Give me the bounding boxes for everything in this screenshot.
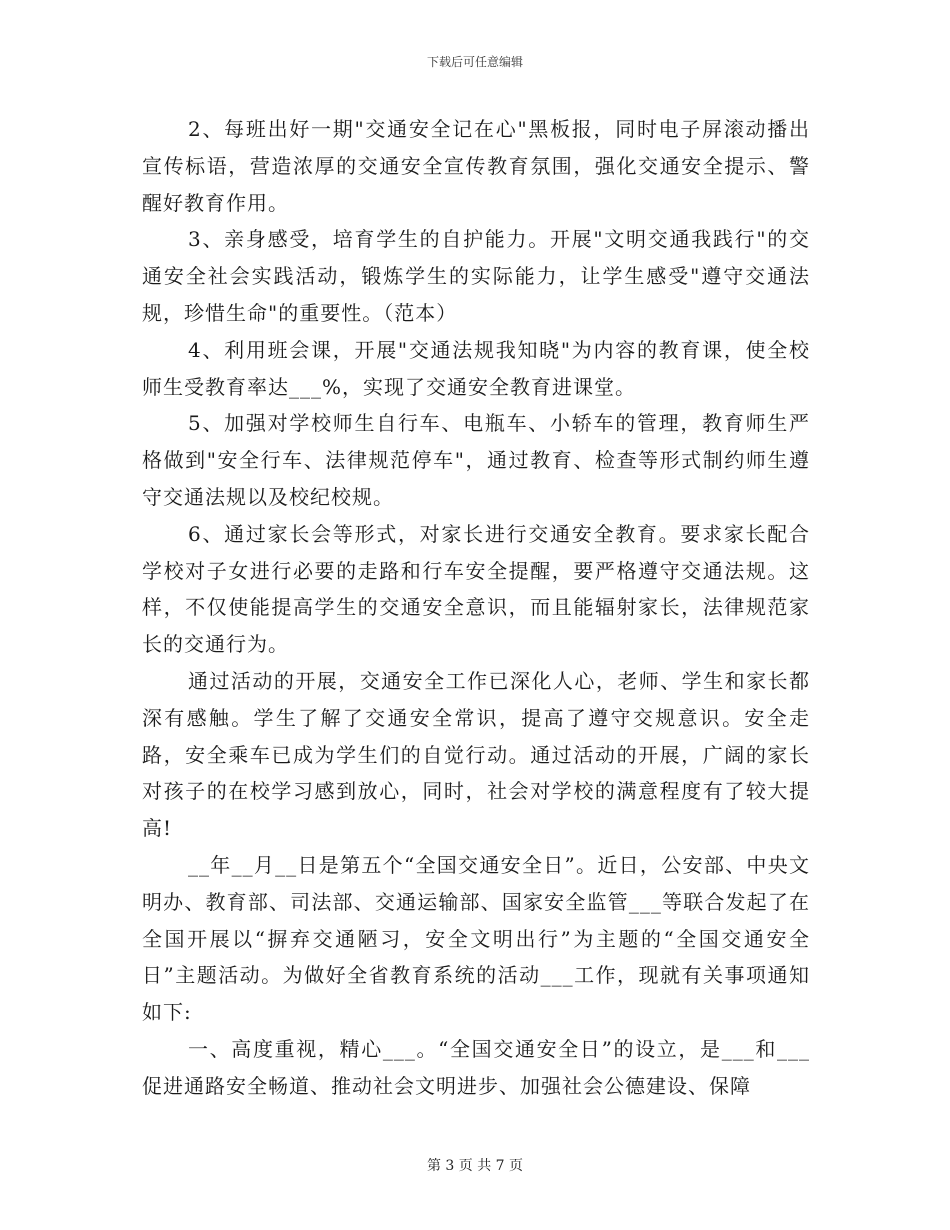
paragraph-item-5: 5、加强对学校师生自行车、电瓶车、小轿车的管理，教育师生严格做到"安全行车、法律规范停车"，通过教育、检查等形式制约师生遵守交通法规以及校纪校规。: [142, 411, 810, 509]
document-body: [142, 111, 810, 1105]
paragraph-section-one: 一、高度重视，精心___。“全国交通安全日”的设立，是___和___促进通路安全畅道、推动社会文明进步、加强社会公德建设、保障: [142, 1036, 810, 1098]
paragraph-summary: 通过活动的开展，交通安全工作已深化人心，老师、学生和家长都深有感触。学生了解了交通安全常识，提高了遵守交规意识。安全走路，安全乘车已成为学生们的自觉行动。通过活动的开展，广阔的家长对孩子的在校学习感到放心，同时，社会对学校的满意程度有了较大提高!: [142, 668, 810, 841]
paragraph-notice-intro: __年__月__日是第五个“全国交通安全日”。近日，公安部、中央文明办、教育部、司法部、交通运输部、国家安全监管___等联合发起了在全国开展以“摒弃交通陋习，安全文明出行”为主题的“全国交通安全日”主题活动。为做好全省教育系统的活动___工作，现就有关事项通知如下:: [142, 852, 810, 1025]
paragraph-item-3: 3、亲身感受，培育学生的自护能力。开展"文明交通我践行"的交通安全社会实践活动，锻炼学生的实际能力，让学生感受"遵守交通法规，珍惜生命"的重要性。（范本）: [142, 227, 810, 325]
paragraph-item-2: 2、每班出好一期"交通安全记在心"黑板报，同时电子屏滚动播出宣传标语，营造浓厚的交通安全宣传教育氛围，强化交通安全提示、警醒好教育作用。: [142, 117, 810, 215]
page-header-note: 下载后可任意编辑: [426, 55, 523, 69]
page-number: 第 3 页 共 7 页: [426, 1158, 524, 1174]
paragraph-item-6: 6、通过家长会等形式，对家长进行交通安全教育。要求家长配合学校对子女进行必要的走路和行车安全提醒，要严格遵守交通法规。这样，不仅使能提高学生的交通安全意识，而且能辐射家长，法律规范家长的交通行为。: [142, 521, 810, 657]
paragraph-item-4: 4、利用班会课，开展"交通法规我知晓"为内容的教育课，使全校师生受教育率达___%，实现了交通安全教育进课堂。: [142, 337, 810, 399]
